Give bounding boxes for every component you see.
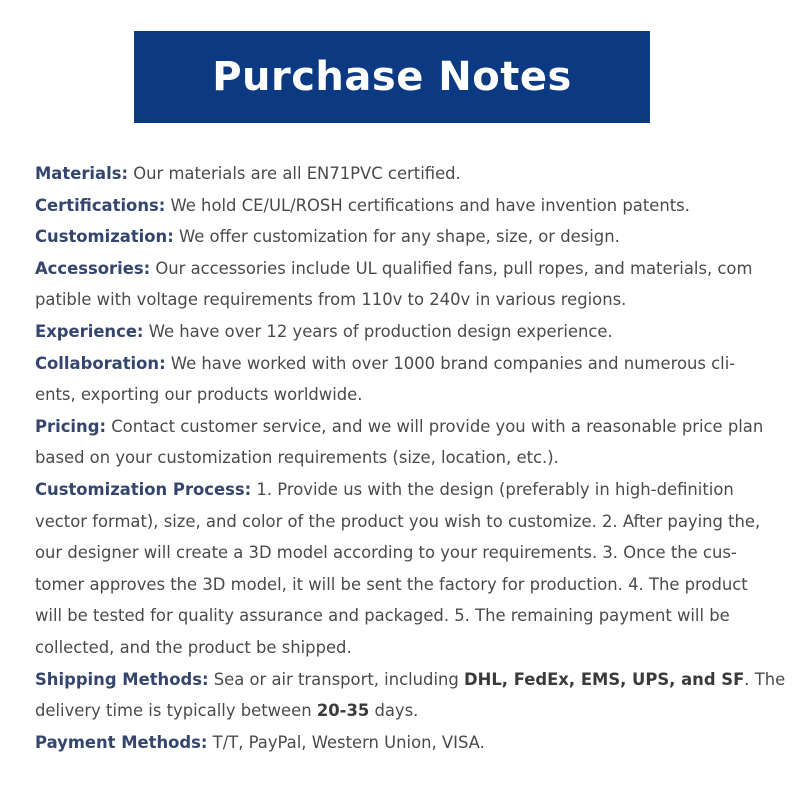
note-payment-methods <box>35 727 787 759</box>
note-label: Certifications: <box>35 195 166 215</box>
note-text: We hold CE/UL/ROSH certifications and have invention patents. <box>165 195 690 215</box>
note-customization-process-continued <box>35 506 787 538</box>
note-customization-process-continued <box>35 569 787 601</box>
note-shipping-methods-continued <box>35 695 787 727</box>
note-text: vector format), size, and color of the product you wish to customize. 2. After paying the, <box>35 511 761 531</box>
note-shipping-methods <box>35 664 787 696</box>
title-banner <box>134 31 650 123</box>
note-text: Sea or air transport, including <box>208 669 465 689</box>
note-label: Payment Methods: <box>35 732 208 752</box>
note-text: T/T, PayPal, Western Union, VISA. <box>207 732 485 752</box>
note-label: Shipping Methods: <box>35 669 209 689</box>
note-text: We have over 12 years of production design experience. <box>143 321 613 341</box>
note-customization <box>35 221 787 253</box>
note-certifications <box>35 190 787 222</box>
note-customization-process-continued <box>35 537 787 569</box>
note-collaboration <box>35 348 787 380</box>
note-text: . The <box>744 669 786 689</box>
note-label: Experience: <box>35 321 144 341</box>
note-text: our designer will create a 3D model according to your requirements. 3. Once the cus- <box>35 543 737 563</box>
delivery-days-range: 20-35 <box>316 701 370 721</box>
note-text: 1. Provide us with the design (preferably in high-definition <box>251 479 734 499</box>
note-label: Customization: <box>35 227 174 247</box>
note-text: tomer approves the 3D model, it will be sent the factory for production. 4. The product <box>35 574 748 594</box>
note-text: ents, exporting our products worldwide. <box>35 385 363 405</box>
note-text: days. <box>369 701 419 721</box>
note-text: Contact customer service, and we will provide you with a reasonable price plan <box>106 416 764 436</box>
note-text: patible with voltage requirements from 110v to 240v in various regions. <box>35 290 627 310</box>
note-text: Our materials are all EN71PVC certified. <box>128 164 461 183</box>
note-materials <box>35 158 787 190</box>
note-text: based on your customization requirements (size, location, etc.). <box>35 448 559 468</box>
note-text: We have worked with over 1000 brand companies and numerous cli- <box>165 353 736 373</box>
purchase-notes-body <box>35 158 787 758</box>
note-label: Collaboration: <box>35 353 166 373</box>
note-pricing-continued <box>35 442 787 474</box>
note-collaboration-continued <box>35 379 787 411</box>
note-accessories-continued <box>35 284 787 316</box>
note-experience <box>35 316 787 348</box>
note-text: Our accessories include UL qualified fans, pull ropes, and materials, com <box>150 258 753 278</box>
note-label: Pricing: <box>35 416 107 436</box>
page-title: Purchase Notes <box>212 54 572 100</box>
note-customization-process-continued <box>35 632 787 664</box>
note-text: collected, and the product be shipped. <box>35 637 352 657</box>
carriers-list: DHL, FedEx, EMS, UPS, and SF <box>464 669 745 689</box>
note-customization-process <box>35 474 787 506</box>
note-text: We offer customization for any shape, size, or design. <box>173 227 620 247</box>
note-accessories <box>35 253 787 285</box>
note-text: delivery time is typically between <box>35 701 317 721</box>
note-customization-process-continued <box>35 600 787 632</box>
note-label: Accessories: <box>35 258 151 278</box>
note-text: will be tested for quality assurance and packaged. 5. The remaining payment will be <box>35 606 730 626</box>
note-pricing <box>35 411 787 443</box>
note-label: Customization Process: <box>35 479 252 499</box>
note-label: Materials: <box>35 164 129 183</box>
